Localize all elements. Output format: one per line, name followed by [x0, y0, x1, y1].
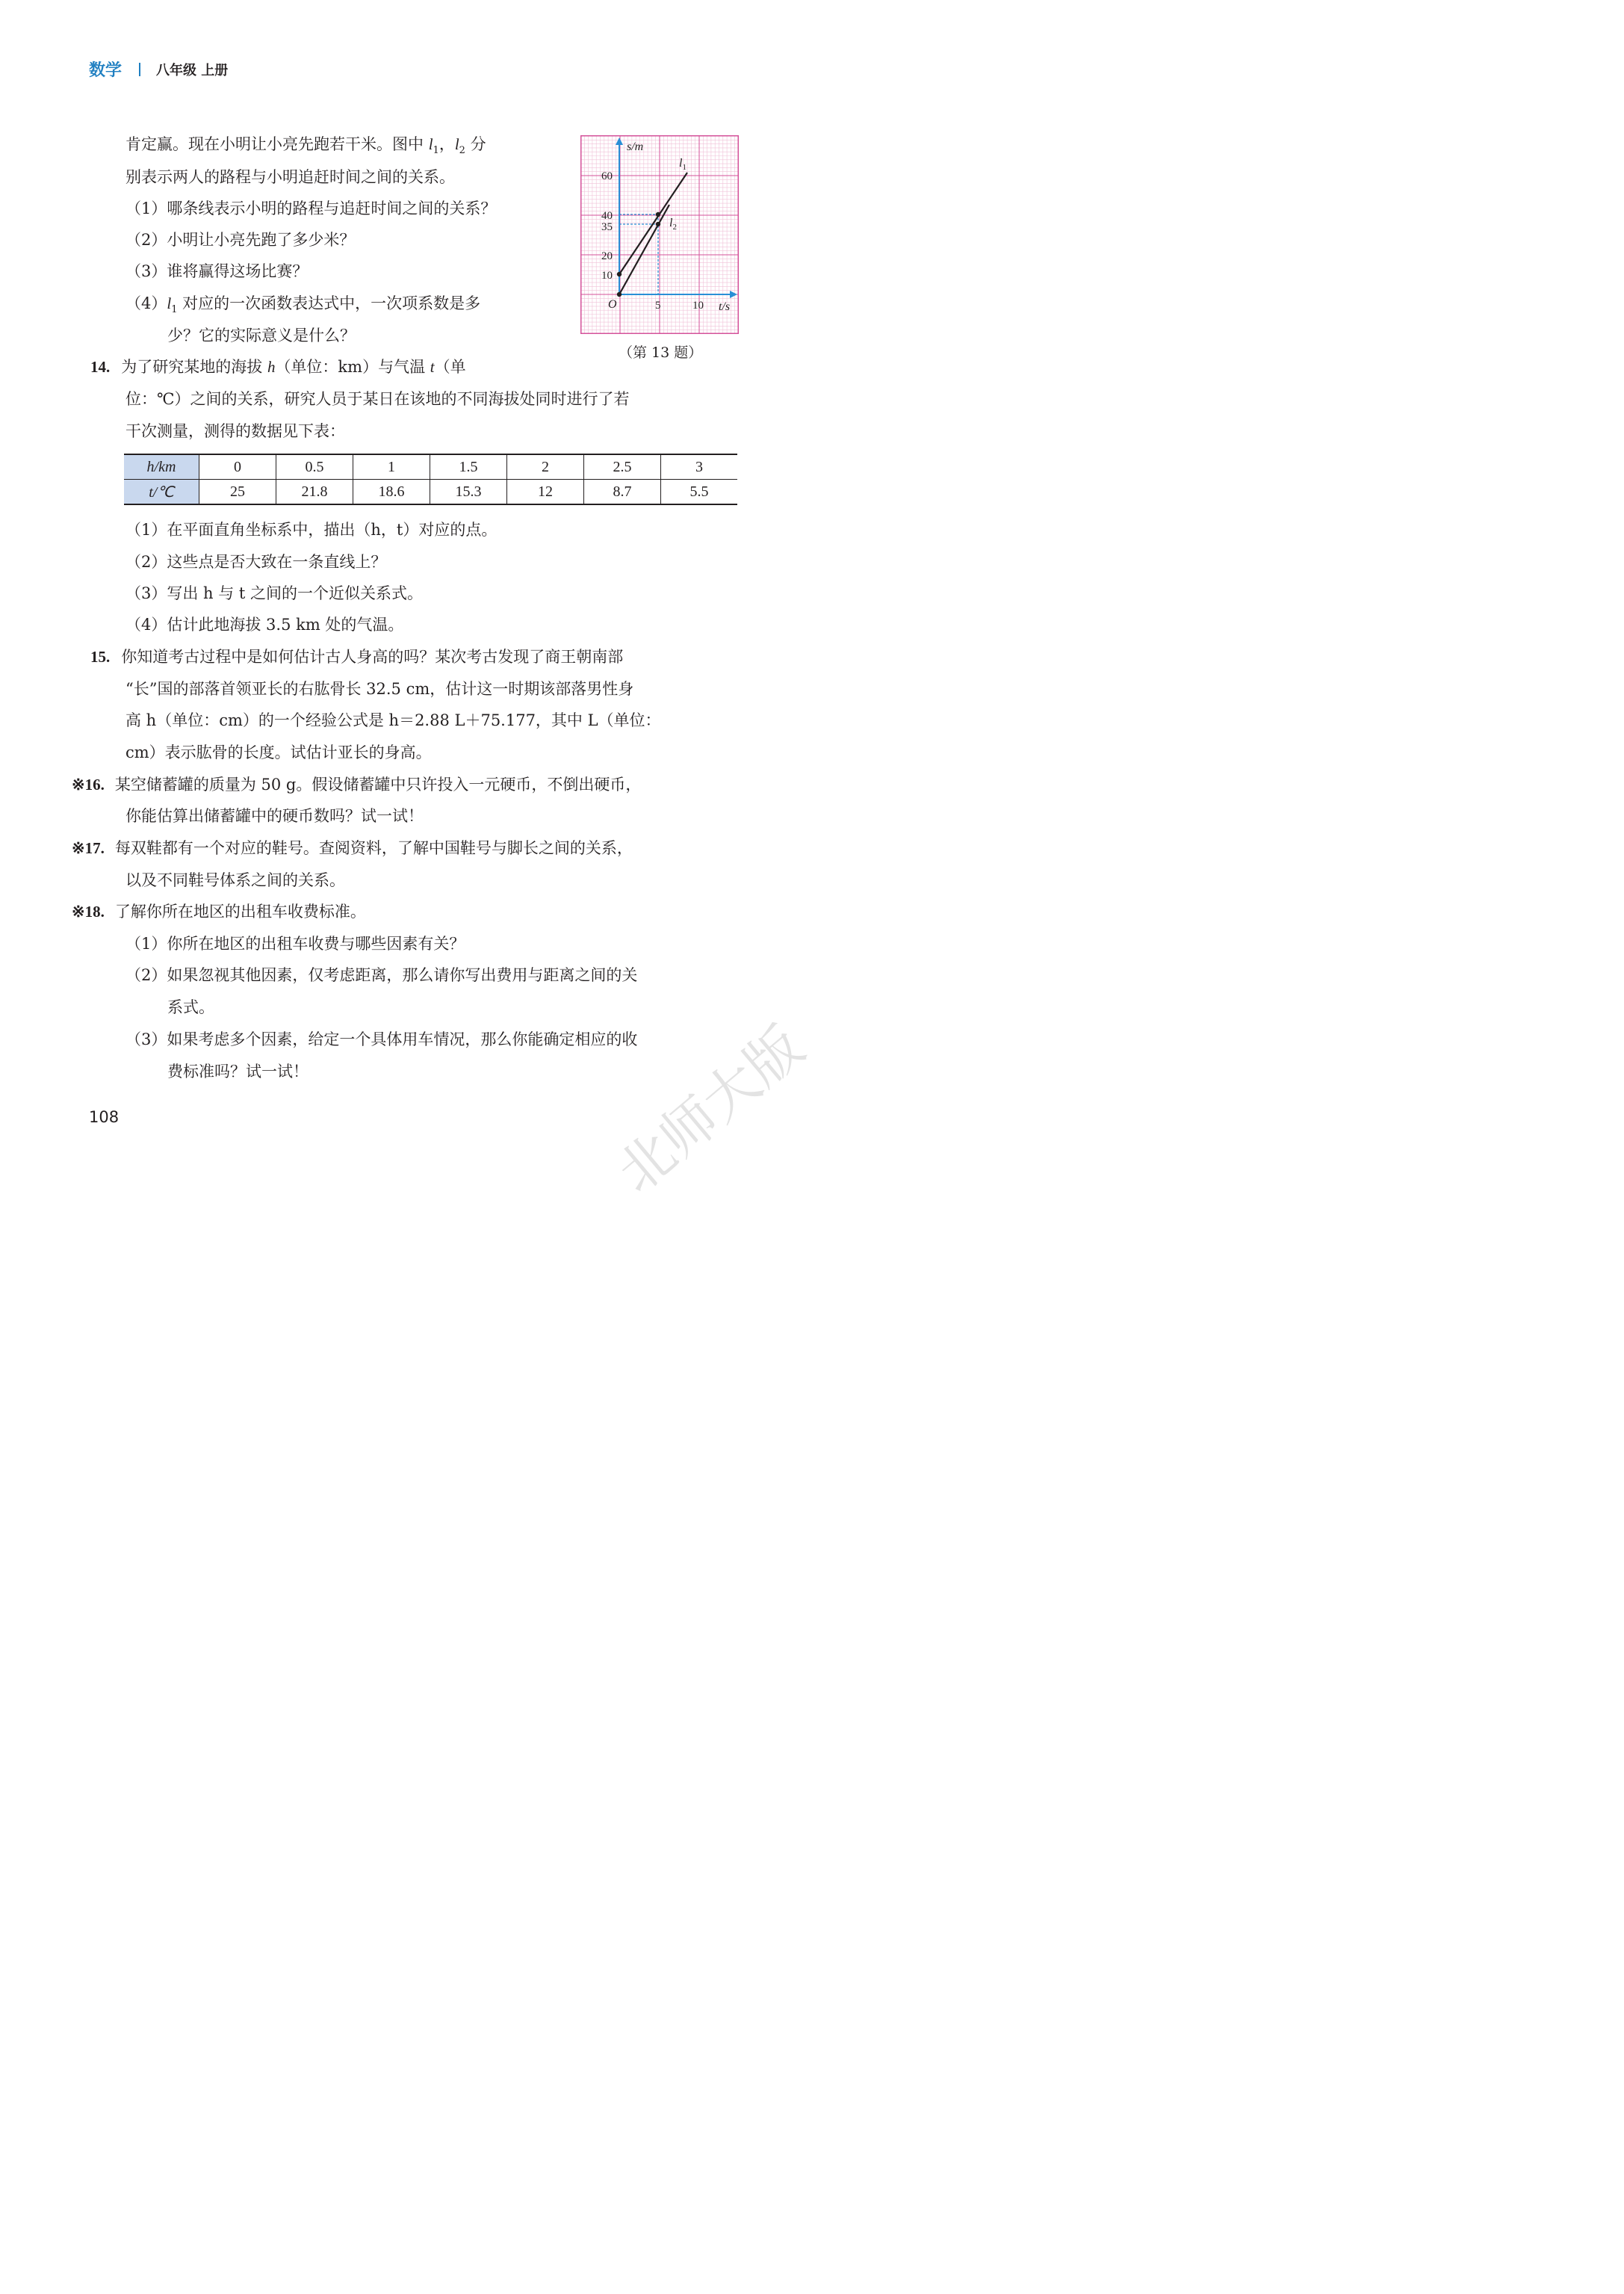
- x-tick-5: 5: [655, 300, 661, 312]
- q15-line1: 15. 你知道考古过程中是如何估计古人身高的吗？某次考古发现了商王朝南部: [90, 648, 624, 666]
- publisher-watermark: 北师大版: [605, 1013, 816, 1206]
- q15-line3: 高 h（单位：cm）的一个经验公式是 h＝2.88 L＋75.177，其中 L（单位：: [125, 711, 661, 729]
- line-l1-label: $l_1$: [679, 157, 687, 172]
- q14-line3: 干次测量，测得的数据见下表：: [125, 422, 345, 440]
- q14-line1: 14. 为了研究某地的海拔 h（单位：km）与气温 t（单: [90, 358, 466, 376]
- y-tick-10: 10: [601, 270, 613, 282]
- x-tick-10: 10: [692, 300, 704, 312]
- q13-graph: [580, 135, 739, 334]
- table-cell: 21.8: [276, 480, 353, 505]
- q13-line1: 肯定赢。现在小明让小亮先跑若干米。图中 $l_1$，$l_2$ 分: [125, 135, 486, 157]
- table-cell: 2.5: [584, 454, 661, 480]
- table-cell: 18.6: [353, 480, 430, 505]
- table-cell: 8.7: [584, 480, 661, 505]
- q13-caption: （第 13 题）: [619, 344, 703, 361]
- q14-sub3: （3）写出 h 与 t 之间的一个近似关系式。: [125, 584, 424, 602]
- table-cell: 5.5: [661, 480, 738, 505]
- header-grade: 八年级 上册: [156, 63, 229, 78]
- q14-sub4: （4）估计此地海拔 3.5 km 处的气温。: [125, 616, 404, 634]
- page-number: 108: [89, 1108, 120, 1126]
- table-cell: 12: [507, 480, 584, 505]
- table-cell: 1.5: [430, 454, 507, 480]
- point-origin: [617, 292, 622, 297]
- table-cell: 3: [661, 454, 738, 480]
- q15-line4: cm）表示肱骨的长度。试估计亚长的身高。: [125, 743, 432, 761]
- point-5-35: [656, 222, 660, 226]
- q18-sub3: （3）如果考虑多个因素，给定一个具体用车情况，那么你能确定相应的收: [125, 1030, 638, 1048]
- q14-line2: 位：℃）之间的关系，研究人员于某日在该地的不同海拔处同时进行了若: [125, 390, 630, 408]
- table-row: [124, 480, 737, 505]
- header-divider: [139, 63, 140, 76]
- q15-line2: “长”国的部落首领亚长的右肱骨长 32.5 cm，估计这一时期该部落男性身: [125, 680, 634, 698]
- q18-sub1: （1）你所在地区的出租车收费与哪些因素有关？: [125, 935, 465, 953]
- table-cell: 0.5: [276, 454, 353, 480]
- table-cell: 1: [353, 454, 430, 480]
- y-axis-label: s/m: [627, 140, 644, 153]
- y-tick-20: 20: [601, 250, 613, 262]
- q18-sub3-cont: 费标准吗？试一试！: [167, 1063, 309, 1080]
- table-cell: 25: [199, 480, 276, 505]
- y-tick-60: 60: [601, 170, 613, 182]
- origin-label: O: [608, 298, 617, 311]
- q14-sub1: （1）在平面直角坐标系中，描出（h，t）对应的点。: [125, 521, 498, 539]
- q16-line1: ※16. 某空储蓄罐的质量为 50 g。假设储蓄罐中只许投入一元硬币，不倒出硬币，: [72, 776, 642, 794]
- q13-sub3: （3）谁将赢得这场比赛？: [125, 262, 309, 280]
- x-axis-label: t/s: [719, 300, 731, 313]
- q18-sub2-cont: 系式。: [167, 998, 214, 1016]
- q14-data-table: [124, 454, 737, 505]
- y-tick-40: 40: [601, 210, 613, 222]
- q13-sub4: $(4)l_1$ 对应的一次函数表达式中，一次项系数是多: [125, 294, 481, 316]
- q14-sub2: （2）这些点是否大致在一条直线上？: [125, 553, 387, 571]
- q17-line2: 以及不同鞋号体系之间的关系。: [125, 871, 345, 889]
- q16-line2: 你能估算出储蓄罐中的硬币数吗？试一试！: [125, 807, 424, 825]
- q18-sub2: （2）如果忽视其他因素，仅考虑距离，那么请你写出费用与距离之间的关: [125, 966, 638, 984]
- row-label-t: t/℃: [124, 480, 199, 505]
- line-l2-label: $l_2$: [669, 217, 677, 232]
- q18-line1: ※18. 了解你所在地区的出租车收费标准。: [72, 903, 366, 921]
- q13-sub2: （2）小明让小亮先跑了多少米？: [125, 231, 356, 249]
- y-tick-35: 35: [601, 221, 613, 233]
- point-5-40: [656, 212, 660, 217]
- point-0-10: [617, 272, 622, 276]
- table-row: [124, 454, 737, 480]
- q13-sub1: （1）哪条线表示小明的路程与追赶时间之间的关系？: [125, 200, 497, 217]
- row-label-h: h/km: [124, 454, 199, 480]
- table-cell: 2: [507, 454, 584, 480]
- q13-sub4-cont: 少？它的实际意义是什么？: [167, 327, 356, 344]
- table-cell: 0: [199, 454, 276, 480]
- q13-line2: 别表示两人的路程与小明追赶时间之间的关系。: [125, 168, 455, 186]
- header-subject: 数学: [89, 61, 123, 80]
- q17-line1: ※17. 每双鞋都有一个对应的鞋号。查阅资料，了解中国鞋号与脚长之间的关系，: [72, 839, 633, 857]
- table-cell: 15.3: [430, 480, 507, 505]
